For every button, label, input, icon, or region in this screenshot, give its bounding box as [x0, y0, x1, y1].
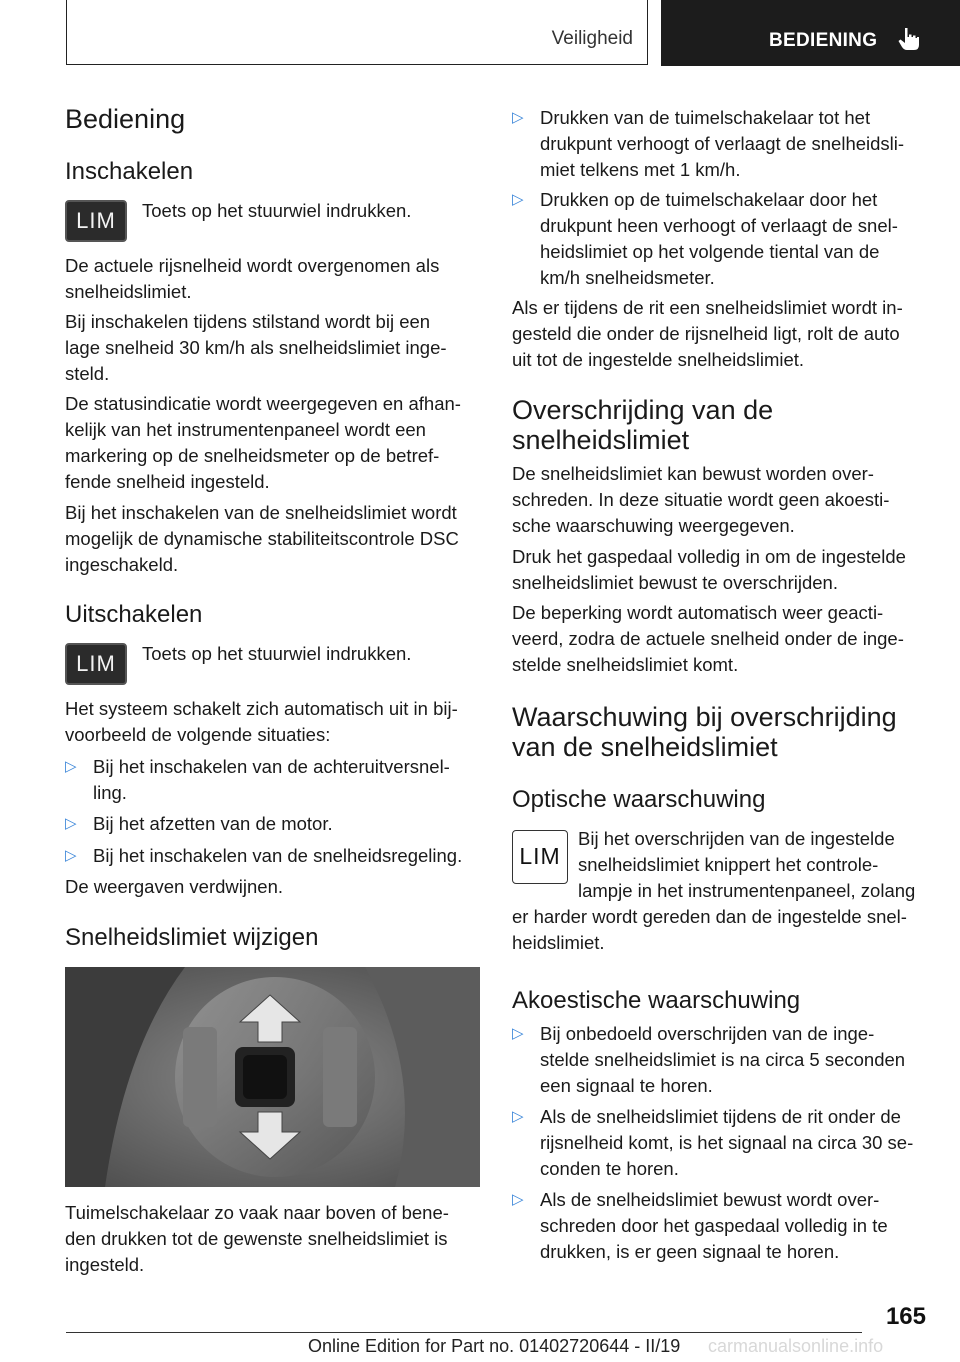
triangle-bullet-icon: ▷: [65, 847, 77, 864]
edition-text: Online Edition for Part no. 01402720644 - II/19: [308, 1336, 681, 1356]
triangle-bullet-icon: ▷: [65, 758, 77, 775]
heading-akoestisch: Akoestische waarschuwing: [512, 987, 801, 1014]
list-item: ▷ Bij het inschakelen van de snelheidsregeling.: [65, 843, 480, 869]
list-item: ▷ Bij het afzetten van de motor.: [65, 811, 480, 837]
list-item: ▷ Bij onbedoeld overschrijden van de inge‐ stelde snelheidslimiet is na circa 5 seconden een signaal te horen.: [512, 1023, 906, 1096]
list-item: ▷ Drukken op de tuimelschakelaar door het drukpunt heen verhoogt of verlaagt de snel‐ heidslimiet op het volgende tiental van de km/h snelheidsmeter.: [512, 189, 898, 288]
hand-pointer-icon: [897, 26, 921, 52]
steering-wheel-rocker-photo: [65, 967, 480, 1187]
paragraph-gaspedaal: Druk het gaspedaal volledig in om de ingestelde snelheidslimiet bewust te overschrijden.: [512, 546, 906, 593]
lim-button-icon: LIM: [65, 200, 127, 242]
heading-inschakelen: Inschakelen: [65, 158, 194, 185]
chapter-title: BEDIENING: [769, 30, 878, 51]
lim-indicator-icon: LIM: [512, 830, 568, 884]
paragraph-bewust: De snelheidslimiet kan bewust worden over‐ schreden. In deze situatie wordt geen akoesti‐ sche waarschuwing weergegeven.: [512, 463, 890, 536]
paragraph-5: Het systeem schakelt zich automatisch uit in bij‐ voorbeeld de volgende situaties:: [65, 698, 458, 745]
list-item: ▷ Drukken van de tuimelschakelaar tot het drukpunt verhoogt of verlaagt de snelheidsli‐ miet telkens met 1 km/h.: [512, 107, 905, 180]
paragraph-beperking: De beperking wordt automatisch weer geacti‐ veerd, zodra de actuele snelheid onder de inge‐ stelde snelheidslimiet komt.: [512, 602, 904, 675]
paragraph-optisch-rest: er harder wordt gereden dan de ingestelde snel‐ heidslimiet.: [512, 906, 907, 953]
toets-text-1: Toets op het stuurwiel indrukken.: [142, 200, 412, 221]
watermark-text: carmanualsonline.info: [708, 1336, 884, 1356]
list-item: ▷ Als de snelheidslimiet tijdens de rit onder de rijsnelheid komt, is het signaal na circa 30 se‐ conden te horen.: [512, 1106, 914, 1179]
list-item: ▷ Als de snelheidslimiet bewust wordt over‐ schreden door het gaspedaal volledig in te drukken, is er geen signaal te horen.: [512, 1189, 888, 1262]
heading-waarschuwing: Waarschuwing bij overschrijding van de snelheidslimiet: [512, 702, 897, 762]
paragraph-6: De weergaven verdwijnen.: [65, 876, 284, 897]
heading-uitschakelen: Uitschakelen: [65, 601, 203, 628]
list-item: ▷ Bij het inschakelen van de achteruitversnel‐ ling.: [65, 756, 450, 803]
heading-optisch: Optische waarschuwing: [512, 786, 766, 813]
chapter-tab: [661, 0, 960, 66]
photo-caption: Tuimelschakelaar zo vaak naar boven of bene‐ den drukken tot de gewenste snelheidslimiet is ingesteld.: [65, 1202, 449, 1275]
triangle-bullet-icon: ▷: [512, 109, 524, 126]
paragraph-1: De actuele rijsnelheid wordt overgenomen als snelheidslimiet.: [65, 255, 440, 302]
heading-wijzigen: Snelheidslimiet wijzigen: [65, 924, 319, 951]
toets-text-2: Toets op het stuurwiel indrukken.: [142, 643, 412, 664]
triangle-bullet-icon: ▷: [512, 1025, 524, 1042]
section-title: Veiligheid: [551, 28, 633, 49]
paragraph-optisch: Bij het overschrijden van de ingestelde snelheidslimiet knippert het controle‐ lampje in het instrumentenpaneel, zolang: [578, 828, 916, 901]
paragraph-2: Bij inschakelen tijdens stilstand wordt bij een lage snelheid 30 km/h als snelheidslimiet inge‐ steld.: [65, 311, 447, 384]
paragraph-4: Bij het inschakelen van de snelheidslimiet wordt mogelijk de dynamische stabiliteitscontrole DSC ingeschakeld.: [65, 502, 459, 575]
triangle-bullet-icon: ▷: [65, 815, 77, 832]
paragraph-3: De statusindicatie wordt weergegeven en afhan‐ kelijk van het instrumentenpaneel wordt een markering op de snelheidsmeter op de betref‐ fende snelheid ingesteld.: [65, 393, 461, 492]
triangle-bullet-icon: ▷: [512, 1108, 524, 1125]
header-box: [66, 0, 648, 64]
paragraph-rit: Als er tijdens de rit een snelheidslimiet wordt in‐ gesteld die onder de rijsnelheid ligt, rolt de auto uit tot de ingestelde snelheidslimiet.: [512, 297, 903, 370]
page-number: 165: [885, 1303, 926, 1330]
footer-divider: [66, 1332, 862, 1333]
heading-overschrijding: Overschrijding van de snelheidslimiet: [512, 395, 774, 455]
lim-button-icon-2: LIM: [65, 643, 127, 685]
header-divider: [66, 64, 648, 65]
heading-bediening: Bediening: [65, 104, 186, 134]
triangle-bullet-icon: ▷: [512, 191, 524, 208]
triangle-bullet-icon: ▷: [512, 1191, 524, 1208]
